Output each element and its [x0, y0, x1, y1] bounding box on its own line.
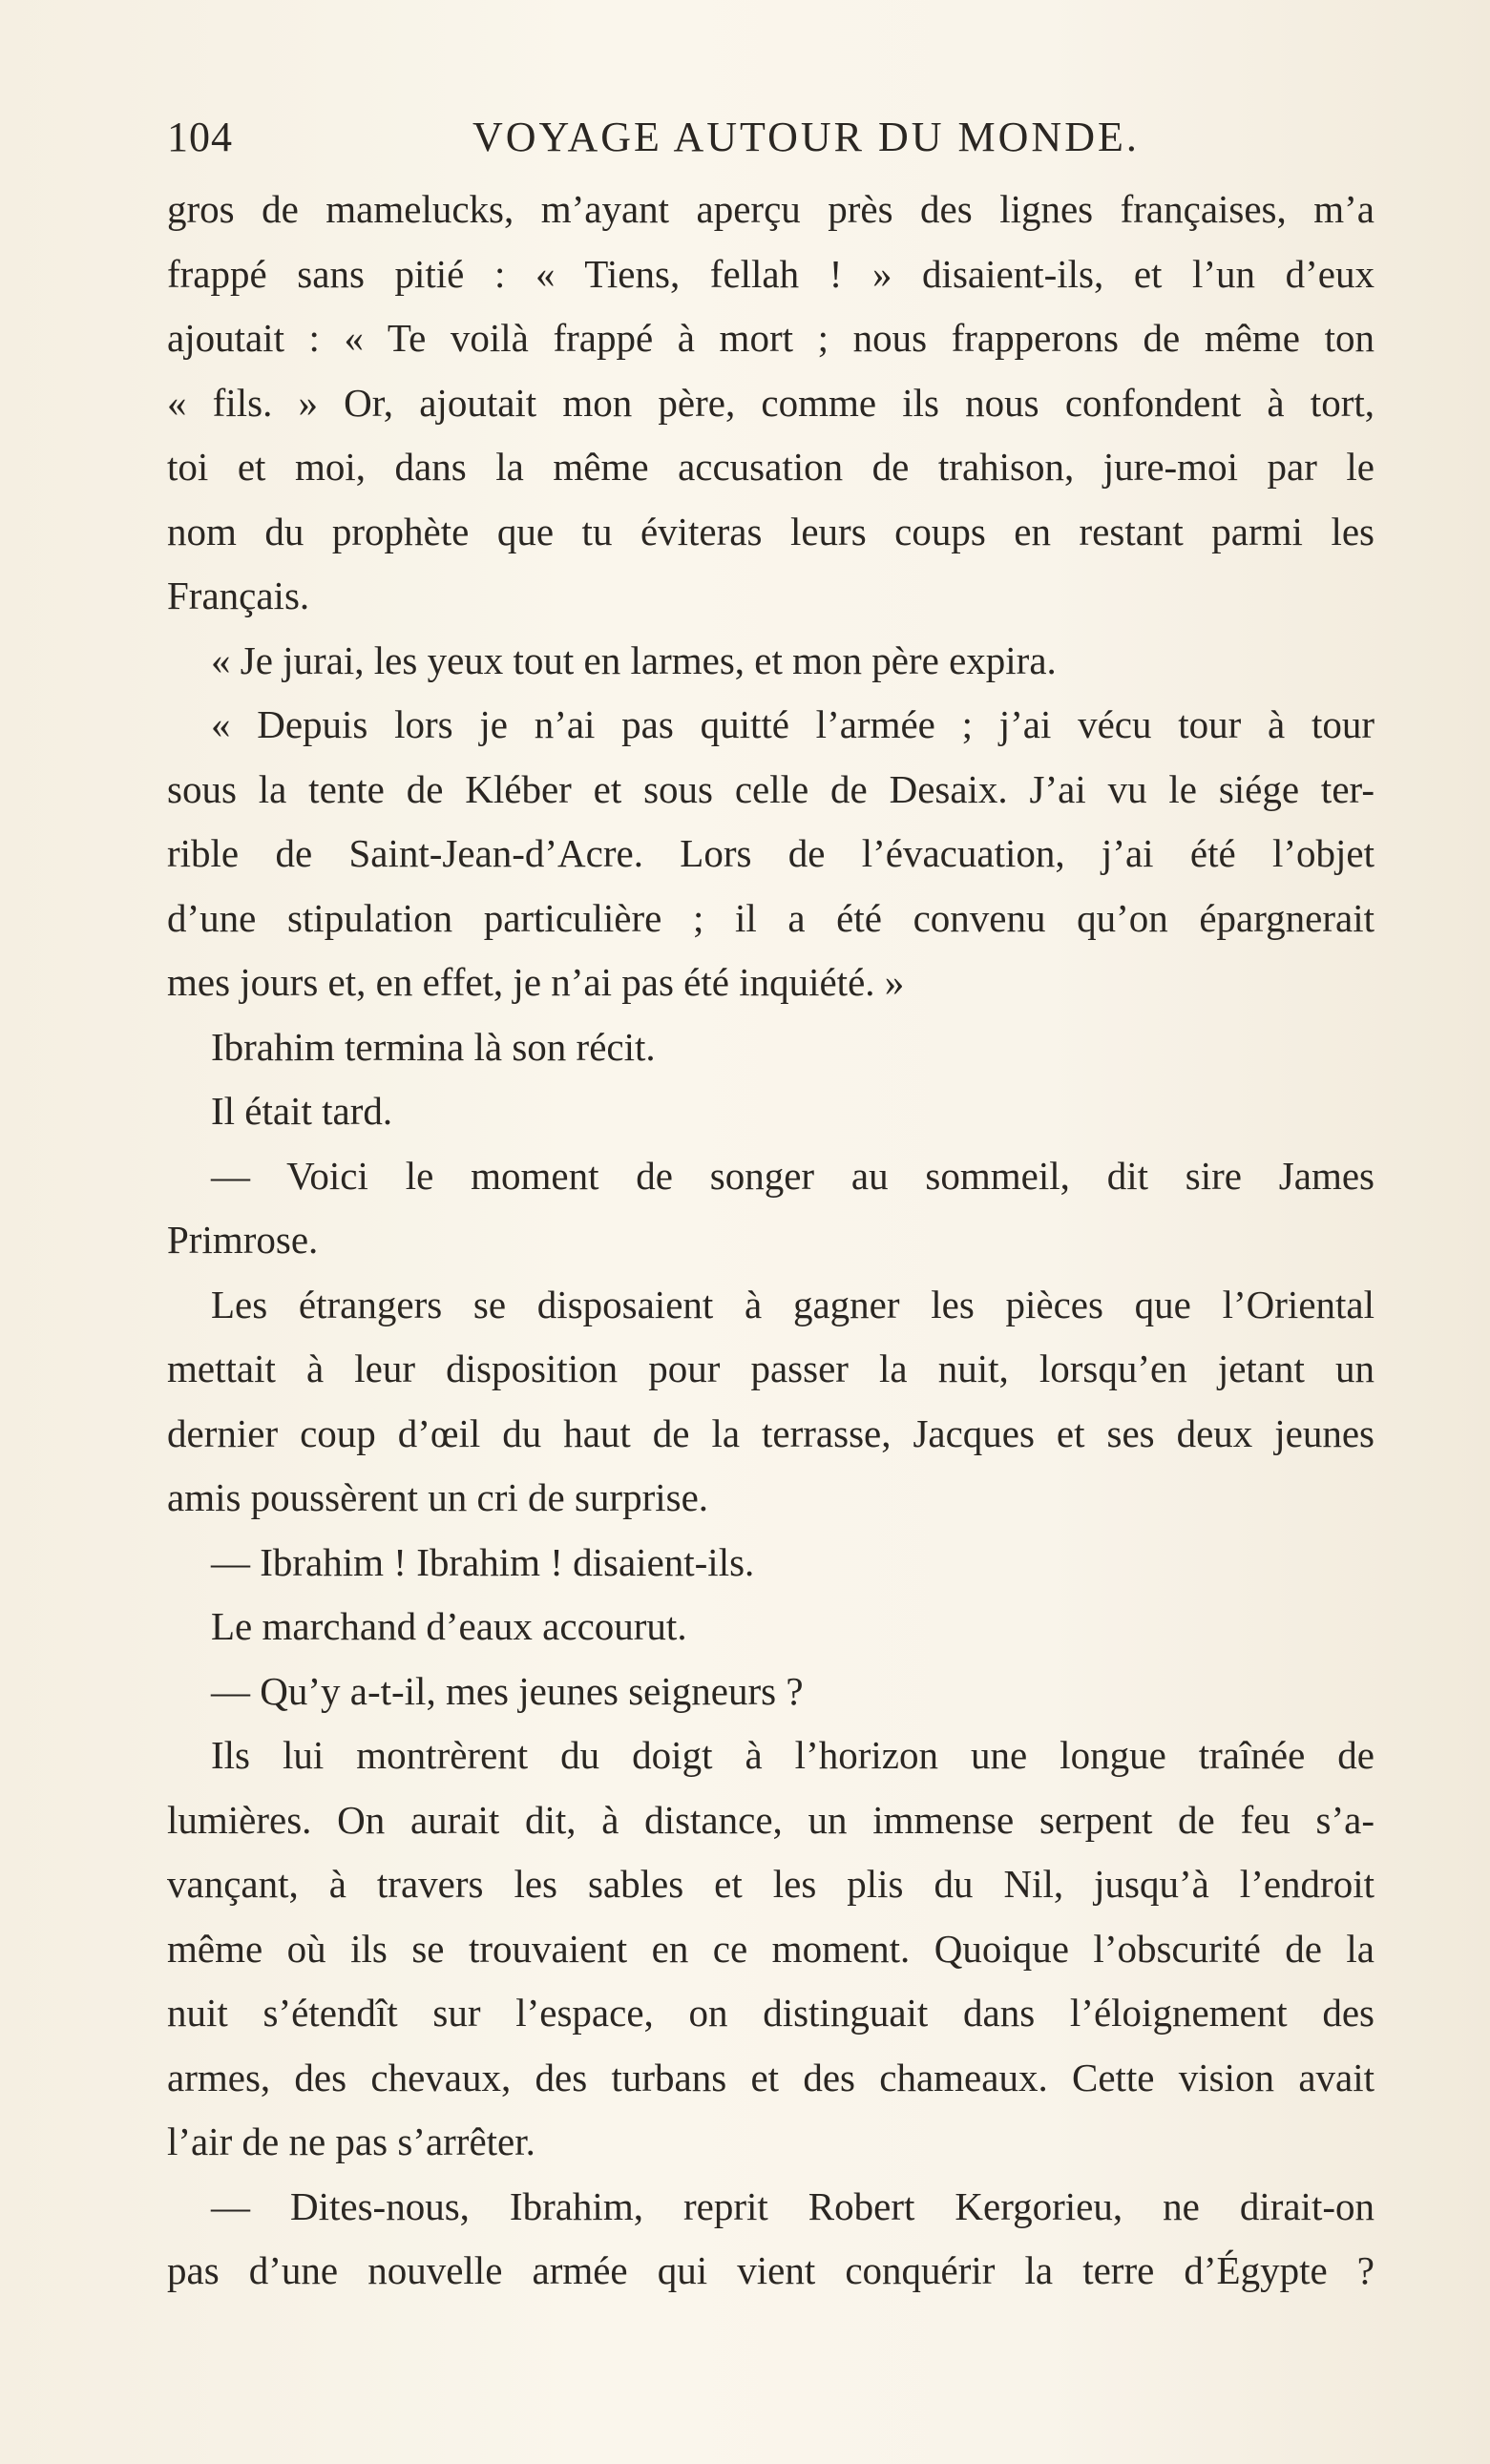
text-line: armes, des chevaux, des turbans et des chameaux. Cette vision avait	[167, 2055, 1375, 2099]
text-line: Le marchand d’eaux accourut.	[211, 1604, 687, 1648]
text-line: vançant, à travers les sables et les plis du Nil, jusqu’à l’endroit	[167, 1862, 1375, 1906]
text-line: — Voici le moment de songer au sommeil, dit sire James	[211, 1153, 1375, 1198]
text-line: frappé sans pitié : « Tiens, fellah ! » disaient-ils, et l’un d’eux	[167, 251, 1375, 296]
page-header	[167, 113, 1375, 170]
text-line: « fils. » Or, ajoutait mon père, comme ils nous confondent à tort,	[167, 380, 1375, 425]
text-line: nuit s’étendît sur l’espace, on distinguait dans l’éloignement des	[167, 1991, 1375, 2035]
text-line: — Ibrahim ! Ibrahim ! disaient-ils.	[211, 1539, 755, 1584]
page-number: 104	[167, 114, 233, 160]
text-line: — Qu’y a-t-il, mes jeunes seigneurs ?	[211, 1668, 804, 1713]
text-line: — Dites-nous, Ibrahim, reprit Robert Kergorieu, ne dirait-on	[211, 2183, 1375, 2228]
text-line: l’air de ne pas s’arrêter.	[167, 2119, 535, 2163]
body-text	[167, 177, 1375, 2304]
text-line: ajoutait : « Te voilà frappé à mort ; nous frapperons de même ton	[167, 316, 1375, 360]
text-line: pas d’une nouvelle armée qui vient conquérir la terre d’Égypte ?	[167, 2248, 1375, 2292]
text-line: lumières. On aurait dit, à distance, un immense serpent de feu s’a-	[167, 1797, 1375, 1842]
text-line: Les étrangers se disposaient à gagner les pièces que l’Oriental	[211, 1282, 1375, 1326]
text-line: gros de mamelucks, m’ayant aperçu près des lignes françaises, m’a	[167, 187, 1375, 231]
text-line: rible de Saint-Jean-d’Acre. Lors de l’évacuation, j’ai été l’objet	[167, 831, 1375, 875]
text-line: « Je jurai, les yeux tout en larmes, et mon père expira.	[211, 637, 1057, 682]
text-line: Primrose.	[167, 1218, 319, 1262]
text-line: Il était tard.	[211, 1089, 393, 1133]
text-line: sous la tente de Kléber et sous celle de Desaix. J’ai vu le siége ter-	[167, 766, 1375, 811]
text-line: mettait à leur disposition pour passer la nuit, lorsqu’en jetant un	[167, 1347, 1375, 1390]
text-line: même où ils se trouvaient en ce moment. Quoique l’obscurité de la	[167, 1926, 1375, 1971]
text-line: Ils lui montrèrent du doigt à l’horizon une longue traînée de	[211, 1733, 1375, 1777]
running-title: VOYAGE AUTOUR DU MONDE.	[472, 114, 1140, 160]
text-line: d’une stipulation particulière ; il a été convenu qu’on épargnerait	[167, 895, 1375, 940]
text-line: Français.	[167, 574, 310, 617]
text-line: amis poussèrent un cri de surprise.	[167, 1475, 709, 1519]
text-line: toi et moi, dans la même accusation de trahison, jure-moi par le	[167, 445, 1375, 489]
text-line: nom du prophète que tu éviteras leurs coups en restant parmi les	[167, 509, 1375, 553]
text-line: dernier coup d’œil du haut de la terrasse, Jacques et ses deux jeunes	[167, 1410, 1375, 1455]
text-line: mes jours et, en effet, je n’ai pas été inquiété. »	[167, 960, 905, 1004]
text-line: « Depuis lors je n’ai pas quitté l’armée ; j’ai vécu tour à tour	[211, 702, 1375, 746]
text-line: Ibrahim termina là son récit.	[211, 1024, 656, 1069]
